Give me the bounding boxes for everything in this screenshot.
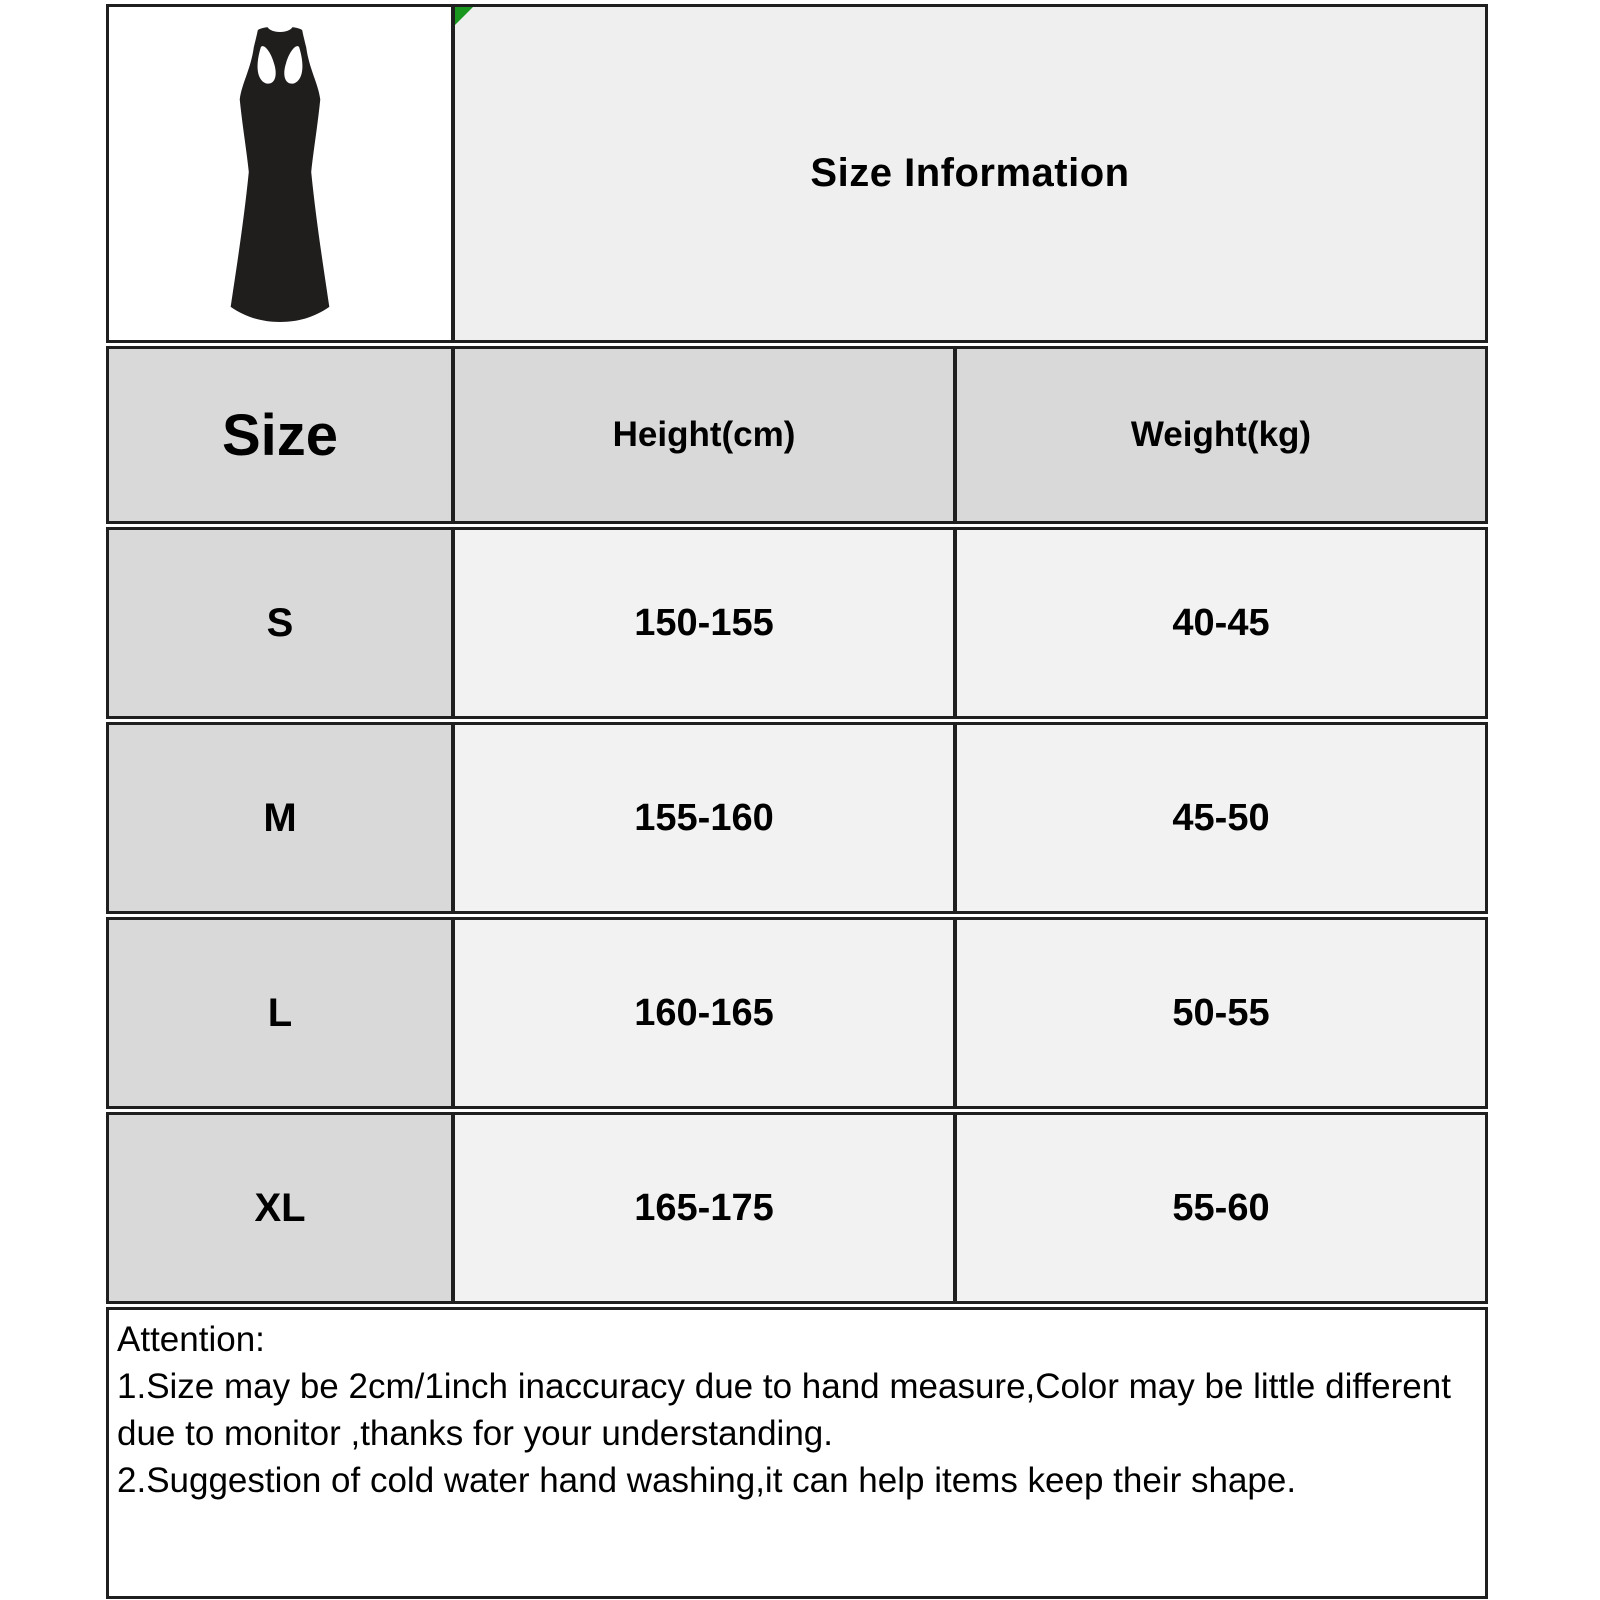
column-header-weight-label: Weight(kg) (1130, 415, 1312, 454)
table-row-xl (106, 1112, 1488, 1304)
attention-heading: Attention: (117, 1320, 265, 1359)
table-row-m (106, 722, 1488, 914)
column-header-weight (957, 349, 1485, 521)
weight-cell (957, 1115, 1485, 1301)
attention-note-1: 1.Size may be 2cm/1inch inaccuracy due to hand measure,Color may be little different due to monitor ,thanks for your understanding. (117, 1367, 1451, 1453)
column-header-row (106, 346, 1488, 524)
size-cell (109, 725, 455, 911)
table-row-l (106, 917, 1488, 1109)
size-cell (109, 920, 455, 1106)
height-cell (455, 725, 957, 911)
height-cell (455, 920, 957, 1106)
attention-text-block (109, 1310, 1485, 1504)
column-header-height-label: Height(cm) (612, 415, 796, 454)
height-cell (455, 1115, 957, 1301)
attention-note-2: 2.Suggestion of cold water hand washing,it can help items keep their shape. (117, 1461, 1297, 1500)
black-dress-image (224, 23, 336, 325)
size-value: L (267, 990, 293, 1035)
product-image-cell (109, 7, 455, 340)
weight-value: 40-45 (1172, 601, 1270, 644)
weight-cell (957, 530, 1485, 716)
height-value: 150-155 (634, 601, 774, 644)
table-row-s (106, 527, 1488, 719)
green-corner-triangle-icon (455, 7, 473, 25)
attention-section (106, 1307, 1488, 1599)
size-cell (109, 1115, 455, 1301)
column-header-height (455, 349, 957, 521)
size-value: XL (254, 1185, 306, 1230)
size-cell (109, 530, 455, 716)
page-title: Size Information (810, 151, 1130, 195)
weight-cell (957, 725, 1485, 911)
column-header-size (109, 349, 455, 521)
size-information-header (455, 7, 1485, 340)
header-row (106, 4, 1488, 343)
weight-value: 55-60 (1172, 1186, 1270, 1229)
weight-value: 45-50 (1172, 796, 1270, 839)
height-cell (455, 530, 957, 716)
weight-value: 50-55 (1172, 991, 1270, 1034)
size-value: S (266, 600, 294, 645)
column-header-size-label: Size (221, 402, 339, 468)
height-value: 165-175 (634, 1186, 774, 1229)
height-value: 160-165 (634, 991, 774, 1034)
size-value: M (263, 795, 297, 840)
size-chart (106, 4, 1488, 1599)
weight-cell (957, 920, 1485, 1106)
height-value: 155-160 (634, 796, 774, 839)
